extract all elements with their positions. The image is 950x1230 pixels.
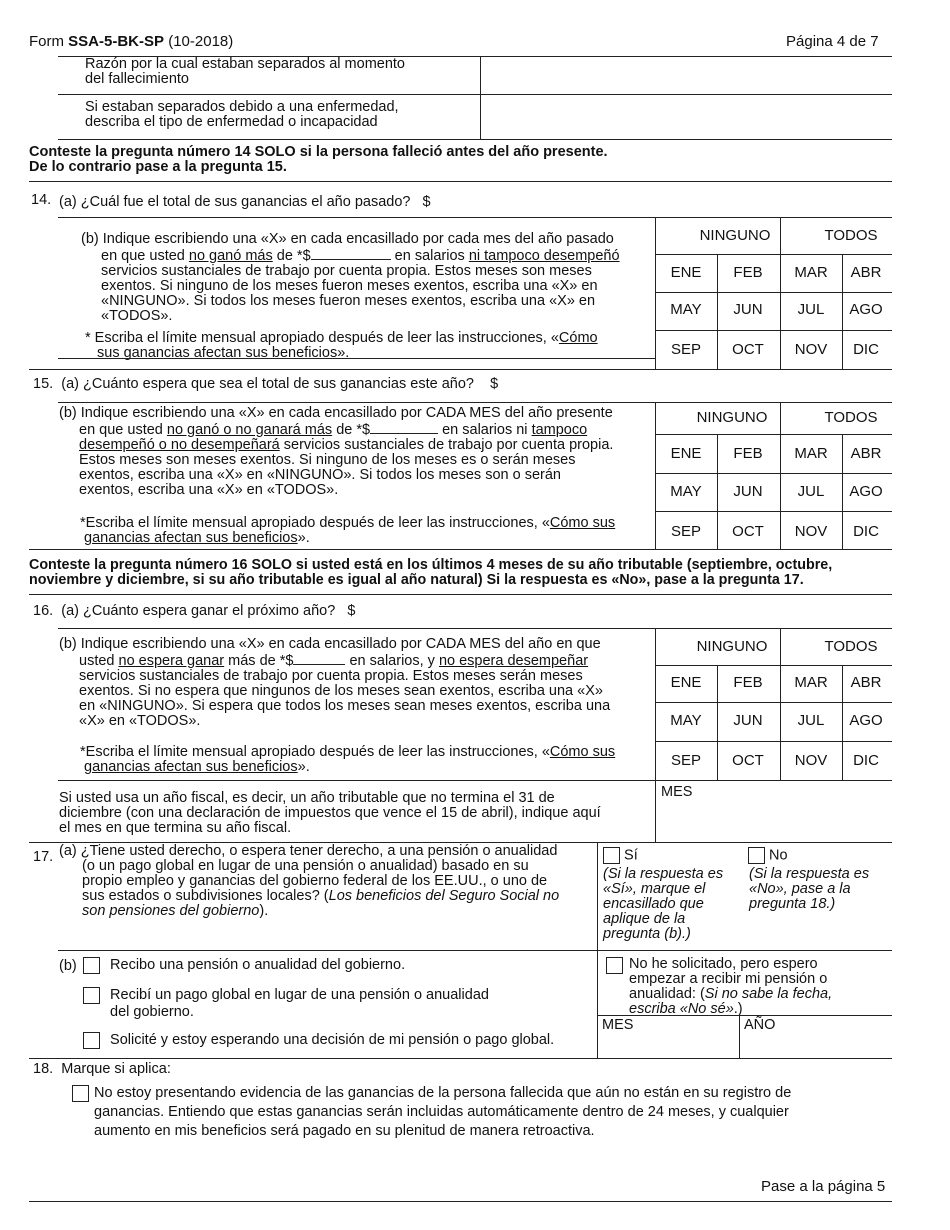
no-instruction: (Si la respuesta es «No», pase a la pregunta 18.)	[749, 866, 870, 912]
month-cell[interactable]: ABR	[850, 264, 882, 281]
month-cell[interactable]: JUL	[797, 712, 825, 729]
form-id: SSA-5-BK-SP	[68, 33, 165, 50]
month-cell[interactable]: FEB	[733, 264, 763, 281]
question-17-number: 17.	[33, 849, 54, 865]
fiscal-year-text: Si usted usa un año fiscal, es decir, un año tributable que no termina el 31 de diciembre (con una declaración de impuestos que vence el 15 de abril), indique aquí el mes en que termina su año fiscal.	[59, 790, 601, 836]
question-16-note: *Escriba el límite mensual apropiado después de leer las instrucciones, «Cómo sus ganancias afectan sus beneficios».	[80, 744, 616, 775]
month-cell[interactable]: ENE	[670, 445, 702, 462]
month-cell[interactable]: FEB	[733, 674, 763, 691]
month-cell[interactable]: ABR	[850, 445, 882, 462]
month-cell[interactable]: MAY	[670, 483, 702, 500]
fiscal-month-field[interactable]: MES	[661, 784, 693, 800]
ninguno-checkbox[interactable]: NINGUNO	[696, 409, 768, 426]
earnings-limit-blank[interactable]	[293, 652, 345, 665]
question-17a-no-option[interactable]	[748, 847, 788, 864]
month-cell[interactable]: MAR	[794, 445, 828, 462]
month-cell[interactable]: SEP	[670, 752, 701, 769]
separation-reason-field[interactable]	[481, 57, 891, 93]
month-cell[interactable]: ENE	[670, 674, 702, 691]
month-cell[interactable]: AGO	[849, 712, 883, 729]
pension-option-lump-sum[interactable]: Recibí un pago global en lugar de una pensión o anualidad del gobierno.	[83, 987, 489, 1021]
question-18-text: No estoy presentando evidencia de las ganancias de la persona fallecida que aún no están en su registro de ganancias. Entiendo que estas ganancias serán incluidas automáticamente dentro de 24 meses, y cualquier aumento en mis beneficios será pagado en su plenitud de manera retroactiva.	[94, 1085, 792, 1139]
question-16b: (b) Indique escribiendo una «X» en cada encasillado por CADA MES del año en que usted no espera ganar más de *$ en salarios, y no espera desempeñar servicios sustanciales de trabajo por cuenta propia. Estos meses serán meses exentos. Si no espera que ningunos de los meses sean exentos, escriba una «X» en «NINGUNO». Si espera que todos los meses sean meses exentos, escriba una «X» en «TODOS».	[59, 636, 611, 729]
month-cell[interactable]: AGO	[849, 301, 883, 318]
pension-year-field[interactable]: AÑO	[744, 1017, 776, 1033]
illness-description-field[interactable]	[481, 95, 891, 138]
pension-month-field[interactable]: MES	[602, 1017, 634, 1033]
question-16-instruction: Conteste la pregunta número 16 SOLO si usted está en los últimos 4 meses de su año tributable (septiembre, octubre, noviembre y diciembre, si su año tributable es igual al año natural) Si la respuesta es «No», pase a la pregunta 17.	[29, 557, 833, 588]
month-cell[interactable]: JUN	[733, 301, 763, 318]
pension-option-receiving[interactable]: Recibo una pensión o anualidad del gobierno.	[83, 957, 405, 974]
ninguno-checkbox[interactable]: NINGUNO	[696, 638, 768, 655]
month-cell[interactable]: OCT	[732, 341, 764, 358]
question-16a: 16. (a) ¿Cuánto espera ganar el próximo año? $	[33, 603, 356, 619]
illness-description-label: Si estaban separados debido a una enfermedad, describa el tipo de enfermedad o incapacidad	[85, 99, 399, 130]
question-18-checkbox[interactable]	[72, 1085, 89, 1102]
month-cell[interactable]: ENE	[670, 264, 702, 281]
yes-label: Sí	[624, 847, 638, 864]
yes-instruction: (Si la respuesta es «Sí», marque el encasillado que aplique de la pregunta (b).)	[603, 866, 724, 942]
month-cell[interactable]: ABR	[850, 674, 882, 691]
question-17b-label: (b)	[59, 958, 77, 974]
earnings-limit-blank[interactable]	[370, 421, 438, 434]
lump-sum-checkbox[interactable]	[83, 987, 100, 1004]
question-14b: (b) Indique escribiendo una «X» en cada encasillado por cada mes del año pasado en que usted no ganó más de *$ en salarios ni tampoco desempeñó servicios sustanciales de trabajo por cuenta propia. Estos meses son meses exentos. Si ninguno de los meses fueron meses exentos, escriba una «X» en «NINGUNO». Si todos los meses fueron meses exentos, escriba una «X» en «TODOS».	[81, 231, 620, 324]
month-cell[interactable]: NOV	[794, 341, 828, 358]
next-page-indicator: Pase a la página 5	[761, 1178, 886, 1195]
month-cell[interactable]: DIC	[853, 341, 879, 358]
question-14-number: 14.	[31, 192, 52, 208]
month-cell[interactable]: OCT	[732, 523, 764, 540]
question-18-title: 18. Marque si aplica:	[33, 1061, 171, 1077]
todos-checkbox[interactable]: TODOS	[824, 227, 878, 244]
expecting-pension-text: No he solicitado, pero espero empezar a recibir mi pensión o anualidad: (Si no sabe la fecha, escriba «No sé».)	[629, 956, 833, 1017]
pension-option-applied[interactable]: Solicité y estoy esperando una decisión de mi pensión o pago global.	[83, 1032, 554, 1049]
page-number: Página 4 de 7	[786, 33, 879, 50]
month-cell[interactable]: DIC	[853, 752, 879, 769]
question-17a-yes-option[interactable]	[603, 847, 638, 864]
question-14-instruction: Conteste la pregunta número 14 SOLO si la persona falleció antes del año presente. De lo contrario pase a la pregunta 15.	[29, 144, 608, 175]
form-identifier: Form SSA-5-BK-SP (10-2018)	[29, 33, 234, 50]
month-cell[interactable]: JUL	[797, 301, 825, 318]
no-checkbox[interactable]	[748, 847, 765, 864]
form-date: (10-2018)	[168, 33, 234, 50]
month-cell[interactable]: SEP	[670, 341, 701, 358]
month-cell[interactable]: JUN	[733, 483, 763, 500]
month-cell[interactable]: JUN	[733, 712, 763, 729]
pension-option-expecting[interactable]	[606, 957, 623, 974]
question-15a: 15. (a) ¿Cuánto espera que sea el total de sus ganancias este año? $	[33, 376, 499, 392]
month-cell[interactable]: OCT	[732, 752, 764, 769]
applied-waiting-checkbox[interactable]	[83, 1032, 100, 1049]
month-cell[interactable]: AGO	[849, 483, 883, 500]
no-label: No	[769, 847, 788, 864]
todos-checkbox[interactable]: TODOS	[824, 409, 878, 426]
month-cell[interactable]: SEP	[670, 523, 701, 540]
month-cell[interactable]: NOV	[794, 523, 828, 540]
todos-checkbox[interactable]: TODOS	[824, 638, 878, 655]
receiving-pension-checkbox[interactable]	[83, 957, 100, 974]
month-cell[interactable]: MAY	[670, 301, 702, 318]
expecting-pension-checkbox[interactable]	[606, 957, 623, 974]
separation-reason-label: Razón por la cual estaban separados al momento del fallecimiento	[85, 56, 405, 87]
month-cell[interactable]: DIC	[853, 523, 879, 540]
question-15b: (b) Indique escribiendo una «X» en cada encasillado por CADA MES del año presente en que usted no ganó o no ganará más de *$ en salarios ni tampoco desempeñó o no desempeñará servicios sustanciales de trabajo por cuenta propia. Estos meses son meses exentos. Si ninguno de los meses es o serán meses exentos, escriba una «X» en «NINGUNO». Si todos los meses son o serán exentos, escriba una «X» en «TODOS».	[59, 405, 614, 498]
month-cell[interactable]: MAR	[794, 674, 828, 691]
earnings-limit-blank[interactable]	[311, 247, 391, 260]
question-14a: (a) ¿Cuál fue el total de sus ganancias el año pasado? $	[59, 194, 431, 210]
ninguno-checkbox[interactable]: NINGUNO	[699, 227, 771, 244]
month-cell[interactable]: NOV	[794, 752, 828, 769]
month-cell[interactable]: MAR	[794, 264, 828, 281]
month-cell[interactable]: FEB	[733, 445, 763, 462]
question-15-note: *Escriba el límite mensual apropiado después de leer las instrucciones, «Cómo sus ganancias afectan sus beneficios».	[80, 515, 616, 546]
question-14-note: * Escriba el límite mensual apropiado después de leer las instrucciones, «Cómo sus ganancias afectan sus beneficios».	[85, 330, 598, 361]
question-17a: (a) ¿Tiene usted derecho, o espera tener derecho, a una pensión o anualidad (o un pago global en lugar de una pensión o anualidad) basado en su propio empleo y ganancias del gobierno federal de los EE.UU., o uno de sus estados o subdivisiones locales? (Los beneficios del Seguro Social no son pensiones del gobierno).	[59, 843, 560, 919]
month-cell[interactable]: MAY	[670, 712, 702, 729]
month-cell[interactable]: JUL	[797, 483, 825, 500]
yes-checkbox[interactable]	[603, 847, 620, 864]
